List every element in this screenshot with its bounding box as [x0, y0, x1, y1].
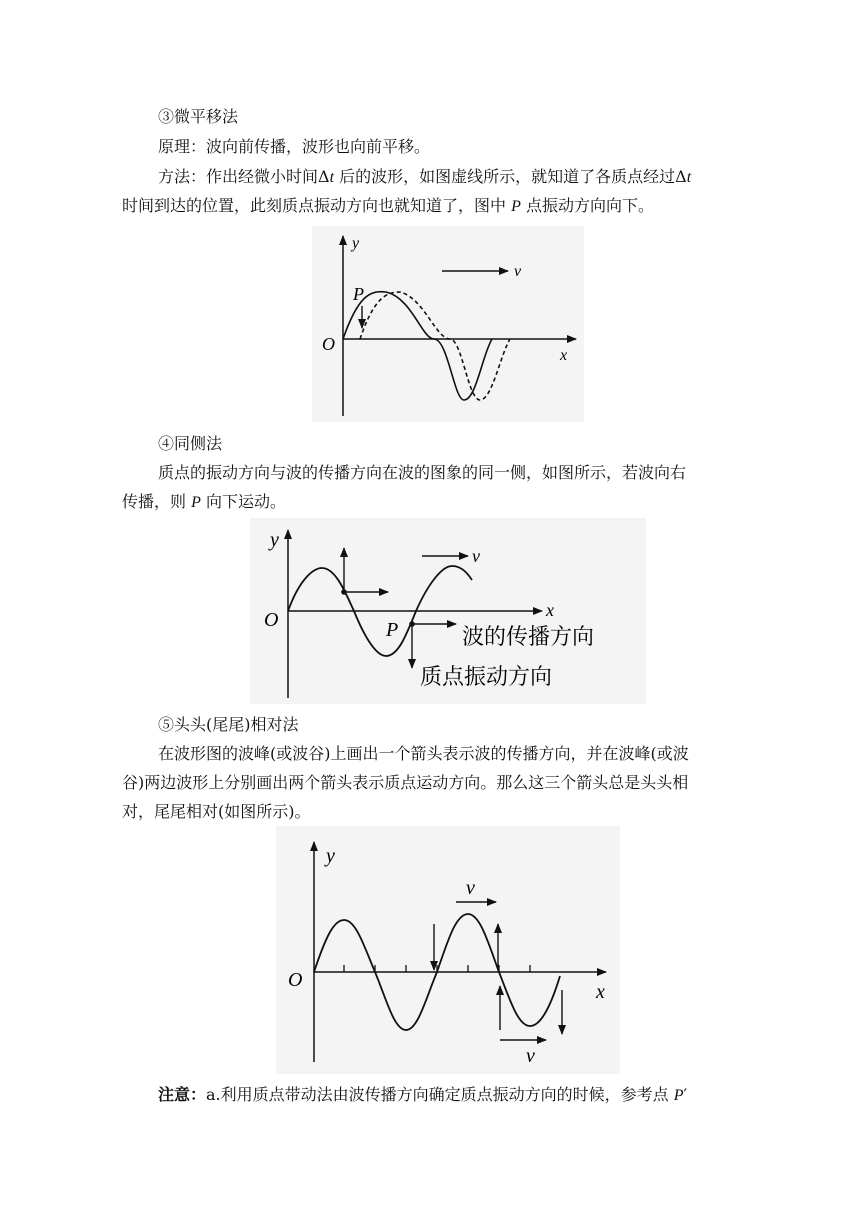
t-symbol: t [329, 169, 335, 186]
section5-line3: 对，尾尾相对(如图所示)。 [122, 802, 311, 821]
p-label: P [353, 284, 364, 304]
v-label: v [514, 263, 522, 280]
figure-micro-shift [312, 226, 584, 422]
method-text-d: 点振动方向向下。 [520, 196, 654, 215]
origin-label: O [288, 969, 303, 991]
wave-dashed [360, 292, 510, 400]
wave-solid [343, 292, 492, 400]
y-label: y [270, 529, 279, 551]
section3-method-line1 [158, 166, 691, 189]
note-line [158, 1084, 687, 1107]
section5-heading: ⑤头头(尾尾)相对法 [158, 715, 299, 734]
line2-text-a: 传播，则 [122, 492, 192, 511]
y-label: y [352, 235, 360, 252]
delta-symbol: Δ [675, 167, 687, 186]
v-label-bottom: v [526, 1045, 535, 1067]
delta-symbol: Δ [318, 167, 330, 186]
p-symbol: P [191, 494, 201, 511]
x-label: x [596, 981, 605, 1003]
particle-direction-label: 质点振动方向 [420, 665, 553, 690]
section4-heading: ④同侧法 [158, 434, 223, 453]
section5-line1: 在波形图的波峰(或波谷)上画出一个箭头表示波的传播方向，并在波峰(或波 [158, 744, 689, 763]
section5-line2: 谷)两边波形上分别画出两个箭头表示质点运动方向。那么这三个箭头总是头头相 [122, 773, 689, 792]
note-label: 注意： [158, 1085, 207, 1104]
p-prime-symbol: P [673, 1087, 684, 1104]
figure-head-to-head [276, 826, 620, 1074]
prime-symbol: ′ [683, 1085, 688, 1104]
section3-principle: 原理：波向前传播，波形也向前平移。 [158, 137, 431, 156]
wave-direction-label: 波的传播方向 [462, 625, 595, 650]
section3-heading: ③微平移法 [158, 107, 239, 126]
p-label: P [386, 619, 399, 641]
p-symbol: P [511, 198, 521, 215]
section4-line1: 质点的振动方向与波的传播方向在波的图象的同一侧，如图所示，若波向右 [158, 463, 687, 482]
x-label: x [560, 347, 568, 364]
v-label: v [472, 546, 480, 566]
section4-line2 [122, 491, 286, 514]
figure-same-side [250, 518, 646, 704]
v-label-top: v [466, 877, 475, 899]
origin-label: O [322, 334, 335, 354]
t-symbol: t [686, 169, 692, 186]
origin-label: O [264, 609, 279, 631]
method-text-a: 方法：作出经微小时间 [158, 167, 319, 186]
section3-method-line2 [122, 195, 654, 218]
method-text-c: 时间到达的位置，此刻质点振动方向也就知道了，图中 [122, 196, 512, 215]
note-text: a.利用质点带动法由波传播方向确定质点振动方向的时候，参考点 [206, 1085, 674, 1104]
method-text-b: 后的波形，如图虚线所示，就知道了各质点经过 [334, 167, 676, 186]
line2-text-b: 向下运动。 [200, 492, 286, 511]
x-label: x [546, 600, 554, 620]
y-label: y [326, 845, 335, 867]
